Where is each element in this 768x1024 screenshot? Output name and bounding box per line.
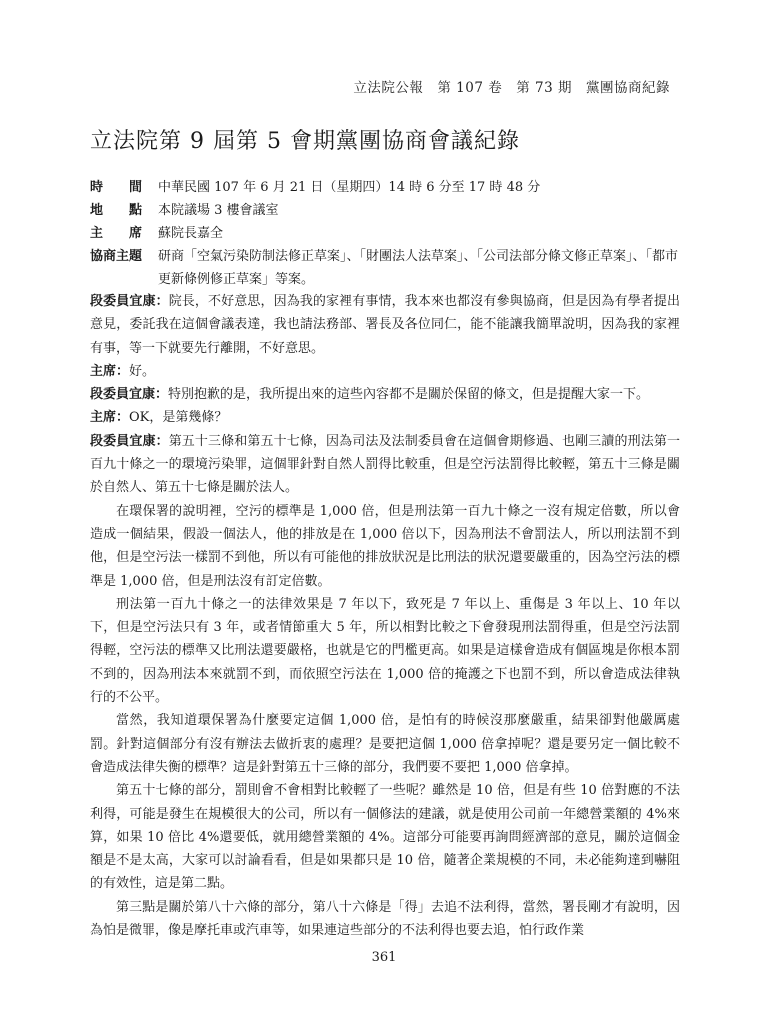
transcript-paragraph: 第三點是關於第八十六條的部分，第八十六條是「得」去追不法利得，當然，署長剛才有說明，因為怕是微罪，像是摩托車或汽車等，如果連這些部分的不法利得也要去追，怕行政作業: [90, 899, 680, 939]
meta-value: 中華民國 107 年 6 月 21 日（星期四）14 時 6 分至 17 時 48 分: [158, 180, 541, 195]
meta-label: 時 間: [90, 180, 143, 195]
transcript-paragraph: 刑法第一百九十條之一的法律效果是 7 年以下，致死是 7 年以上、重傷是 3 年以上、10 年以下，但是空污法只有 3 年，或者情節重大 5 年，所以相對比較之下會發現刑法罰得重，但是空污法罰得輕，空污法的標準又比刑法還要嚴格，也就是它的門檻更高。如果是這樣會造成有個區塊是你根本罰不到的，因為刑法本來就罰不到，而依照空污法在 1,000 倍的掩護之下也罰不到，所以會造成法律執行的不公平。: [90, 596, 680, 706]
transcript-paragraph: [90, 430, 680, 500]
speaker-label: 主席：: [90, 363, 130, 379]
meta-label: 協商主題: [90, 249, 143, 264]
meta-label: 主 席: [90, 226, 143, 241]
transcript-paragraph: [90, 360, 680, 383]
page-number: 361: [371, 950, 397, 965]
speaker-label: 主席：: [90, 410, 130, 426]
transcript-paragraph: [90, 290, 680, 360]
running-header: 立法院公報 第 107 卷 第 73 期 黨團協商紀錄: [353, 80, 670, 96]
meta-value: 蘇院長嘉全: [158, 226, 224, 241]
meta-row-place: [90, 199, 680, 222]
speaker-label: 段委員宜康：: [90, 387, 169, 403]
speech-text: 院長，不好意思，因為我的家裡有事情，我本來也都沒有參與協商，但是因為有學者提出意見，委託我在這個會議表達，我也請法務部、署長及各位同仁，能不能讓我簡單說明，因為我的家裡有事，等一下就要先行離開，不好意思。: [90, 294, 680, 356]
speech-text: OK，是第幾條？: [129, 410, 228, 426]
page-title: 立法院第 9 屆第 5 會期黨團協商會議紀錄: [90, 129, 520, 154]
meta-row-time: [90, 176, 680, 199]
speaker-label: 段委員宜康：: [90, 433, 169, 449]
transcript-paragraph: [90, 383, 680, 406]
speaker-label: 段委員宜康：: [90, 294, 169, 309]
transcript-paragraph: 在環保署的說明裡，空污的標準是 1,000 倍，但是刑法第一百九十條之一沒有規定倍數，所以會造成一個結果，假設一個法人，他的排放是在 1,000 倍以下，因為刑法不會罰法人，所以刑法罰不到他，但是空污法一樣罰不到他，所以有可能他的排放狀況是比刑法的狀況還要嚴重的，因為空污法的標準是 1,000 倍，但是刑法沒有訂定倍數。: [90, 503, 680, 589]
transcript-paragraph: [90, 406, 680, 429]
meta-label: 地 點: [90, 203, 143, 218]
meta-row-chair: [90, 222, 680, 245]
speech-text: 好。: [129, 363, 156, 379]
meeting-info: [90, 176, 680, 291]
transcript-body: [90, 290, 680, 942]
meta-row-topic: [90, 245, 680, 291]
transcript-paragraph: 第五十七條的部分，罰則會不會相對比較輕了一些呢？雖然是 10 倍，但是有些 10 倍對應的不法利得，可能是發生在規模很大的公司，所以有一個修法的建議，就是使用公司前一年總營業額的 4%來算，如果 10 倍比 4%還要低，就用總營業額的 4%。這部分可能要再詢問經濟部的意見，關於這個金額是不是太高，大家可以討論看看，但是如果都只是 10 倍，隨著企業規模的不同，未必能夠達到嚇阻的有效性，這是第二點。: [90, 783, 680, 892]
meta-value: 研商「空氣污染防制法修正草案」、「財團法人法草案」、「公司法部分條文修正草案」、「都市更新條例修正草案」等案。: [158, 249, 679, 287]
meta-value: 本院議場 3 樓會議室: [158, 203, 279, 218]
transcript-paragraph: 當然，我知道環保署為什麼要定這個 1,000 倍，是怕有的時候沒那麼嚴重，結果卻對他嚴厲處罰。針對這個部分有沒有辦法去做折衷的處理？是要把這個 1,000 倍拿掉呢？還是要另定一個比較不會造成法律失衡的標準？這是針對第五十三條的部分，我們要不要把 1,000 倍拿掉。: [90, 713, 680, 775]
speech-text: 特別抱歉的是，我所提出來的這些內容都不是關於保留的條文，但是提醒大家一下。: [168, 387, 650, 403]
speech-text: 第五十三條和第五十七條，因為司法及法制委員會在這個會期修過、也剛三讀的刑法第一百九十條之一的環境污染罪，這個罪針對自然人罰得比較重，但是空污法罰得比較輕，第五十三條是關於自然人、第五十七條是關於法人。: [90, 433, 680, 496]
